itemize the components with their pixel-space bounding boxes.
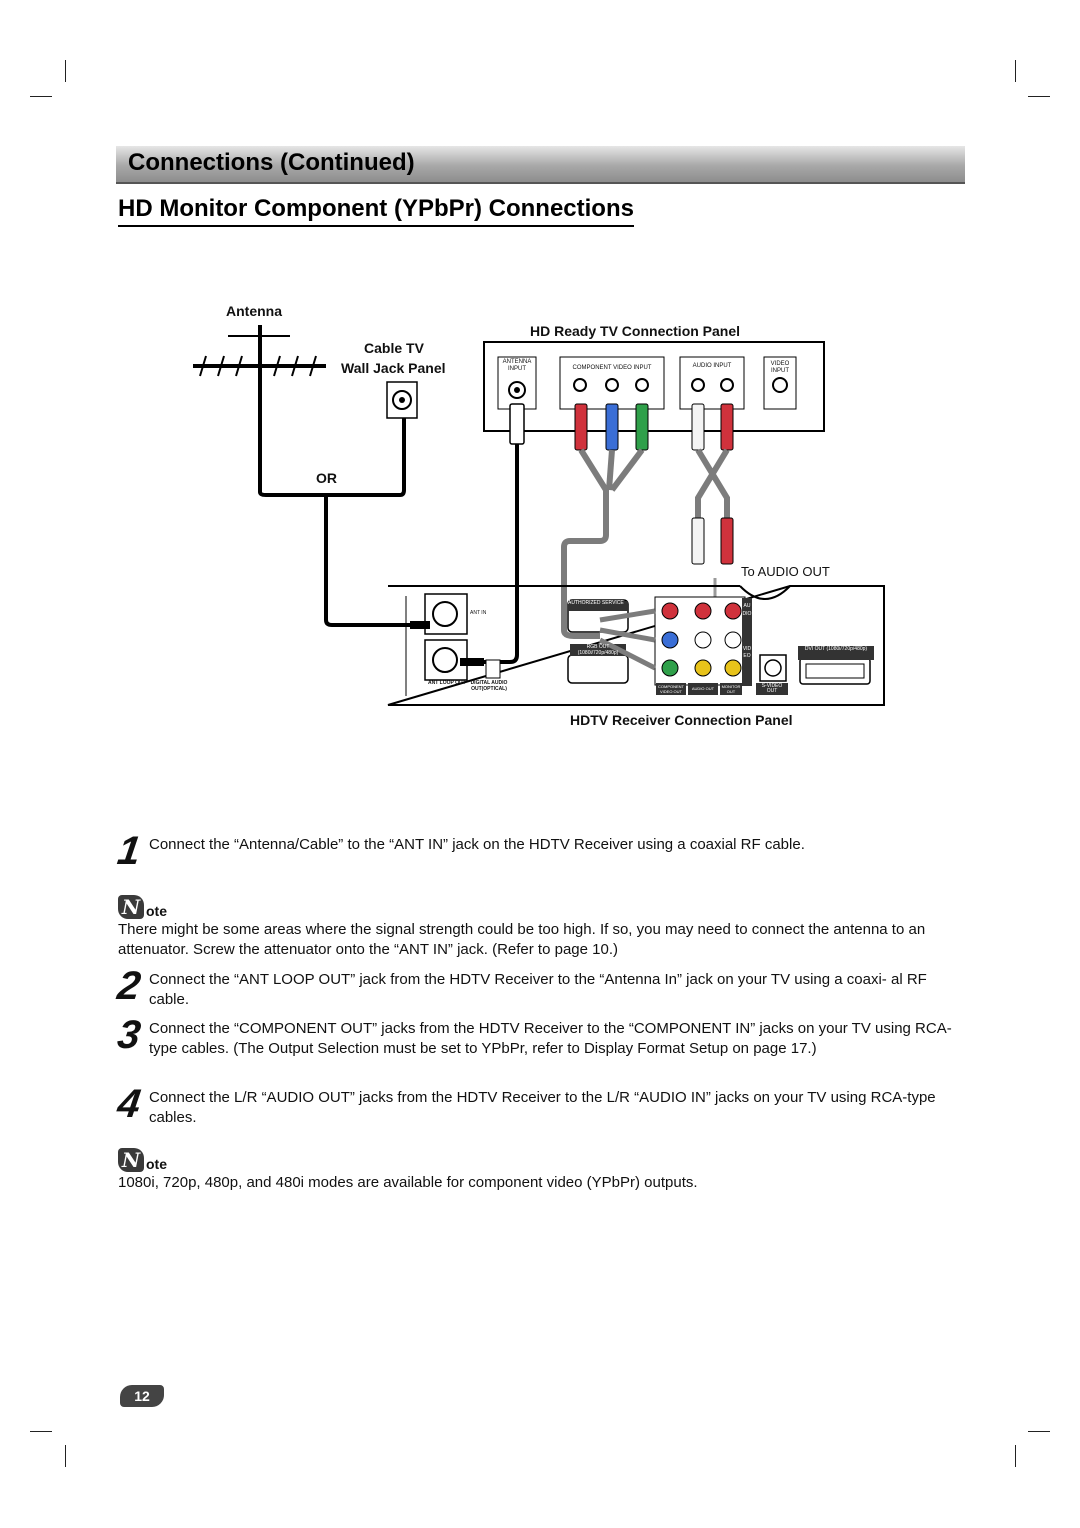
- coax-cable-to-ant-in: [326, 495, 410, 625]
- page-number: 12: [120, 1385, 164, 1407]
- tv-component-video-input-label: COMPONENT VIDEO INPUT: [572, 365, 652, 371]
- crop-mark: [65, 1445, 66, 1467]
- receiver-authorized-service-label: AUTHORIZED SERVICE: [568, 600, 624, 606]
- step-number: 3: [114, 1013, 144, 1057]
- crop-mark: [30, 1431, 52, 1432]
- page-title: HD Monitor Component (YPbPr) Connections: [118, 195, 634, 227]
- rca-plug-red-tv: [575, 404, 587, 450]
- rca-plug-white-tv: [692, 404, 704, 450]
- crop-mark: [1028, 1431, 1050, 1432]
- banner-title: Connections (Continued): [128, 149, 415, 176]
- receiver-audio-out-label: AUDIO OUT: [691, 686, 715, 691]
- receiver-ant-in-label: ANT IN: [470, 610, 487, 616]
- step-number: 1: [114, 829, 144, 873]
- note-label: ote: [146, 1156, 167, 1172]
- note-text: 1080i, 720p, 480p, and 480i modes are available for component video (YPbPr) outputs.: [118, 1174, 698, 1191]
- step-number: 4: [114, 1082, 144, 1126]
- receiver-rgb-out-label: RGB OUT (1080i/720p/480p): [577, 644, 619, 656]
- wall-jack-icon: [387, 382, 417, 418]
- crop-mark: [1015, 1445, 1016, 1467]
- step-text: Connect the L/R “AUDIO OUT” jacks from the HDTV Receiver to the L/R “AUDIO IN” jacks on your TV using RCA-type cables.: [149, 1089, 936, 1126]
- wall-jack-label: Wall Jack Panel: [341, 360, 446, 376]
- tv-panel-label: HD Ready TV Connection Panel: [530, 323, 741, 339]
- rca-plug-red-audio-tv: [721, 404, 733, 450]
- receiver-panel-label: HDTV Receiver Connection Panel: [570, 712, 793, 728]
- step-3: [114, 1013, 958, 1059]
- cable-tv-label: Cable TV: [364, 340, 424, 356]
- step-text: Connect the “COMPONENT OUT” jacks from the HDTV Receiver to the “COMPONENT IN” jacks on your TV using RCA-type cables. (The Output Selection must be set to YPbPr, refer to Display Format Setup on page 17.): [149, 1020, 952, 1057]
- tv-video-input-label: VIDEO INPUT: [770, 361, 790, 374]
- receiver-component-out-label: COMPONENT VIDEO OUT: [658, 684, 684, 694]
- note-icon: N: [118, 895, 144, 919]
- tv-antenna-input-label: ANTENNA INPUT: [502, 359, 532, 372]
- tv-audio-input-label: AUDIO INPUT: [692, 363, 732, 369]
- step-number: 2: [114, 964, 144, 1008]
- antenna-icon: [193, 325, 326, 490]
- note-text: There might be some areas where the signal strength could be too high. If so, you may need to connect the antenna to an attenuator. Screw the attenuator onto the “ANT IN” jack. (Refer to page 10.): [118, 921, 926, 958]
- tv-connection-panel: [484, 342, 824, 431]
- receiver-audio-side-label: AUDIO: [742, 603, 752, 617]
- rca-plug-green-tv: [636, 404, 648, 450]
- step-4: [114, 1082, 958, 1128]
- rca-plug-blue-tv: [606, 404, 618, 450]
- connection-diagram: [0, 0, 1080, 760]
- step-text: Connect the “ANT LOOP OUT” jack from the HDTV Receiver to the “Antenna In” jack on your TV using a coaxi- al RF cable.: [149, 971, 927, 1008]
- receiver-s-video-label: S-VIDEO OUT: [761, 683, 783, 694]
- note-label: ote: [146, 903, 167, 919]
- receiver-monitor-out-label: MONITOR OUT: [721, 684, 741, 694]
- rca-plug-white-middle: [692, 518, 704, 564]
- step-2: [114, 964, 958, 1010]
- rca-plug-red-middle: [721, 518, 733, 564]
- antenna-label: Antenna: [226, 303, 282, 319]
- note-icon: N: [118, 1148, 144, 1172]
- coax-cable-to-tv: [484, 444, 517, 662]
- or-label: OR: [316, 470, 337, 486]
- receiver-digital-audio-label: DIGITAL AUDIO OUT(OPTICAL): [470, 680, 508, 692]
- to-audio-out-label: To AUDIO OUT: [741, 564, 830, 579]
- step-1: [114, 829, 958, 873]
- receiver-dvi-out-label: DVI OUT (1080i/720p/480p): [804, 646, 868, 652]
- step-text: Connect the “Antenna/Cable” to the “ANT IN” jack on the HDTV Receiver using a coaxial RF cable.: [149, 836, 805, 853]
- receiver-ant-loop-out-label: ANT LOOP OUT: [428, 680, 466, 686]
- receiver-video-side-label: VIDEO: [742, 646, 752, 659]
- coax-plug-tv: [510, 404, 524, 444]
